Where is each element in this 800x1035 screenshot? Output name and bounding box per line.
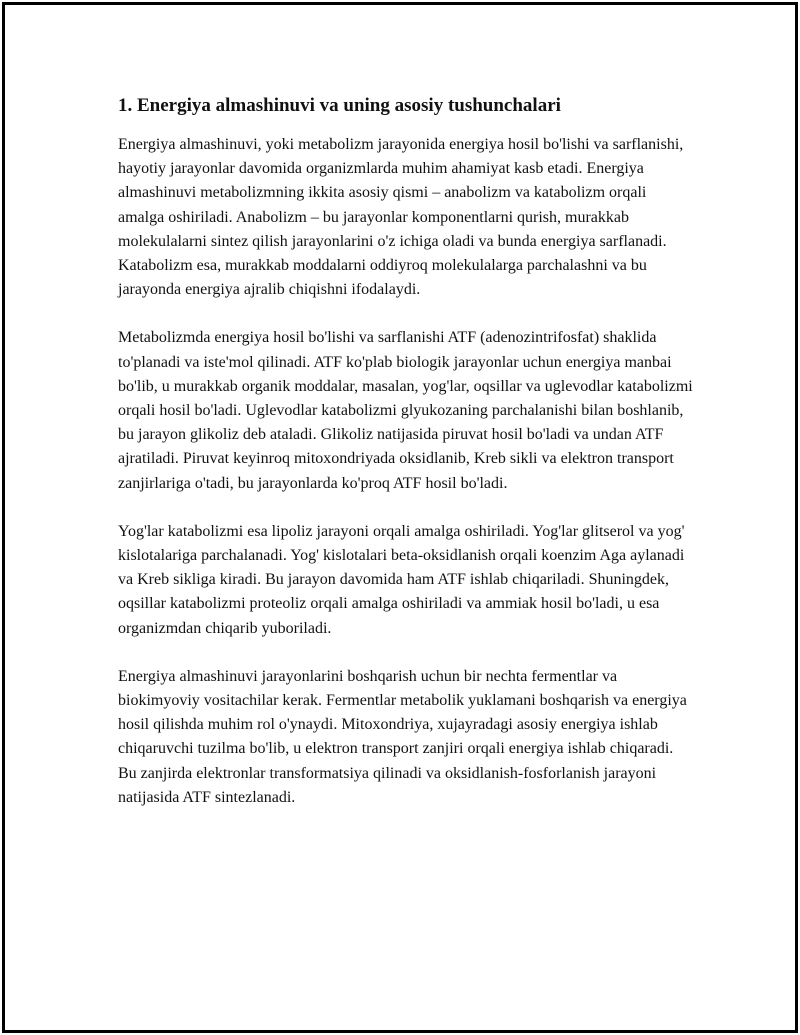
paragraph-3: Yog'lar katabolizmi esa lipoliz jarayoni orqali amalga oshiriladi. Yog'lar glitserol va yog' kislotalariga parchalanadi. Yog' kislotalari beta-oksidlanish orqali koenzim Aga aylanadi va Kreb sikliga kiradi. Bu jarayon davomida ham ATF ishlab chiqariladi. Shuningdek, oqsillar katabolizmi proteoliz orqali amalga oshiriladi va ammiak hosil bo'ladi, u esa organizmdan chiqarib yuboriladi. bbox=[118, 522, 685, 637]
paragraph-2: Metabolizmda energiya hosil bo'lishi va sarflanishi ATF (adenozintrifosfat) shaklida to'planadi va iste'mol qilinadi. ATF ko'plab biologik jarayonlar uchun energiya manbai bo'lib, u murakkab organik moddalar, masalan, yog'lar, oqsillar va uglevodlar katabolizmi orqali hosil bo'ladi. Uglevodlar katabolizmi glyukozaning parchalanishi bilan boshlanib, bu jarayon glikoliz deb ataladi. Glikoliz natijasida piruvat hosil bo'ladi va undan ATF ajratiladi. Piruvat keyinroq mitoxondriyada oksidlanib, Kreb sikli va elektron transport zanjirlariga o'tadi, bu jarayonlarda ko'proq ATF hosil bo'ladi. bbox=[118, 329, 693, 492]
paragraph-1: Energiya almashinuvi, yoki metabolizm jarayonida energiya hosil bo'lishi va sarflanishi, hayotiy jarayonlar davomida organizmlarda muhim ahamiyat kasb etadi. Energiya almashinuvi metabolizmning ikkita asosiy qismi – anabolizm va katabolizm orqali amalga oshiriladi. Anabolizm – bu jarayonlar komponentlarni qurish, murakkab molekulalarni sintez qilish jarayonlarini o'z ichiga oladi va bunda energiya sarflanadi. Katabolizm esa, murakkab moddalarni oddiyroq molekulalarga parchalashni va bu jarayonda energiya ajralib chiqishni ifodalaydi. bbox=[118, 136, 684, 299]
paragraph-4: Energiya almashinuvi jarayonlarini boshqarish uchun bir nechta fermentlar va biokimyoviy vositachilar kerak. Fermentlar metabolik yuklamani boshqarish va energiya hosil qilishda muhim rol o'ynaydi. Mitoxondriya, xujayradagi asosiy energiya ishlab chiqaruvchi tuzilma bo'lib, u elektron transport zanjiri orqali energiya ishlab chiqaradi. Bu zanjirda elektronlar transformatsiya qilinadi va oksidlanish-fosforlanish jarayoni natijasida ATF sintezlanadi. bbox=[118, 667, 687, 806]
section-title: 1. Energiya almashinuvi va uning asosiy tushunchalari bbox=[118, 95, 561, 116]
document-body bbox=[118, 93, 693, 834]
